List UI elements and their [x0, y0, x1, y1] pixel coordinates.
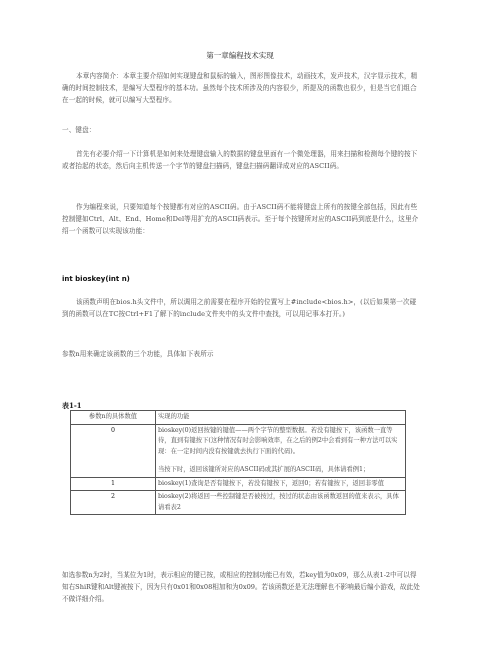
param-value-cell: 1	[71, 477, 156, 491]
table-row	[71, 477, 406, 491]
description-text: bioskey(0)返回按键的键值——两个字节的整型数据。若没有键按下，该函数一直等待，直到有键按下(这种情况有时会影响效率，在之后的例2中会看到有一种方法可以实现：在一定时间内没有按键就去执行下面的代码)。	[158, 426, 398, 455]
table-header-cell: 参数n的具体数值	[71, 411, 156, 425]
page-title: 第一章编程技术实现	[206, 51, 274, 60]
param-value-cell: 2	[71, 491, 156, 515]
closing-paragraph: 如选参数n为2时，当某位为1时，表示相应的键已按，或相应的控制功能已有效，若key值为0x09，那么从表1-2中可以得知右ShiR键和Alt键被按下，因为只有0x01和0x08相加和为0x09。若该函数还是无法理解也不影响最后编小游戏，故此处不做详细介绍。	[62, 571, 420, 603]
table-label: 表1-1	[62, 401, 82, 410]
table-row	[71, 424, 406, 477]
description-text: 当按下时，返回该键所对应的ASCII码或其扩展的ASCII码，具体请看例1；	[158, 466, 370, 473]
function-description-cell	[156, 424, 406, 477]
bioskey-table	[70, 410, 406, 515]
function-signature: int bioskey(int n)	[62, 275, 130, 283]
ascii-paragraph: 作为编程来说，只要知道每个按键都有对应的ASCII码。由于ASCII码不能将键盘上所有的按键全部包括，因此有些控制键如Ctrl、Alt、End、Home和Del等用扩充的ASCII码表示。至于每个按键所对应的ASCII码到底是什么，这里介绍一个函数可以实现该功能：	[62, 203, 419, 235]
function-description-cell: bioskey(1)查询是否有键按下，若没有键按下，返回0；若有键按下，返回非零值	[156, 477, 406, 491]
param-paragraph: 参数n用来确定该函数的三个功能，具体如下表所示	[62, 350, 214, 358]
table-header-cell: 实现的功能	[156, 411, 406, 425]
function-description-cell: bioskey(2)将返回一些控制键是否被按过，按过的状态由该函数返回的值来表示，具体请看表2	[156, 491, 406, 515]
intro-paragraph: 本章内容简介：本章主要介绍如何实现键盘和鼠标的输入，图形图像技术，动画技术，发声技术，汉字显示技术，精确的时间控制技术，是编写大型程序的基本功。虽然每个技术所涉及的内容很少，所提及的函数也很少，但是当它们组合在一起的时候，就可以编写大型程序。	[62, 72, 418, 104]
header-file-paragraph: 该函数声明在bios.h头文件中，所以调用之前需要在程序开始的位置写上#include<bios.h>，(以后如果第一次碰到的函数可以在TC按Ctrl+F1了解下的include文件夹中的头文件中查找，可以用记事本打开。)	[62, 298, 417, 318]
param-value-cell: 0	[71, 424, 156, 477]
section-heading: 一、键盘：	[62, 126, 96, 134]
table-header-row	[71, 411, 406, 425]
keyboard-paragraph: 首先有必要介绍一下计算机是如何来处理键盘输入的数据的键盘里面有一个微处理器，用来扫描和检测每个键的按下或者抬起的状态，然后向主机传送一个字节的键盘扫描码，键盘扫描码翻译成对应的ASCII码。	[62, 150, 418, 170]
table-row	[71, 491, 406, 515]
